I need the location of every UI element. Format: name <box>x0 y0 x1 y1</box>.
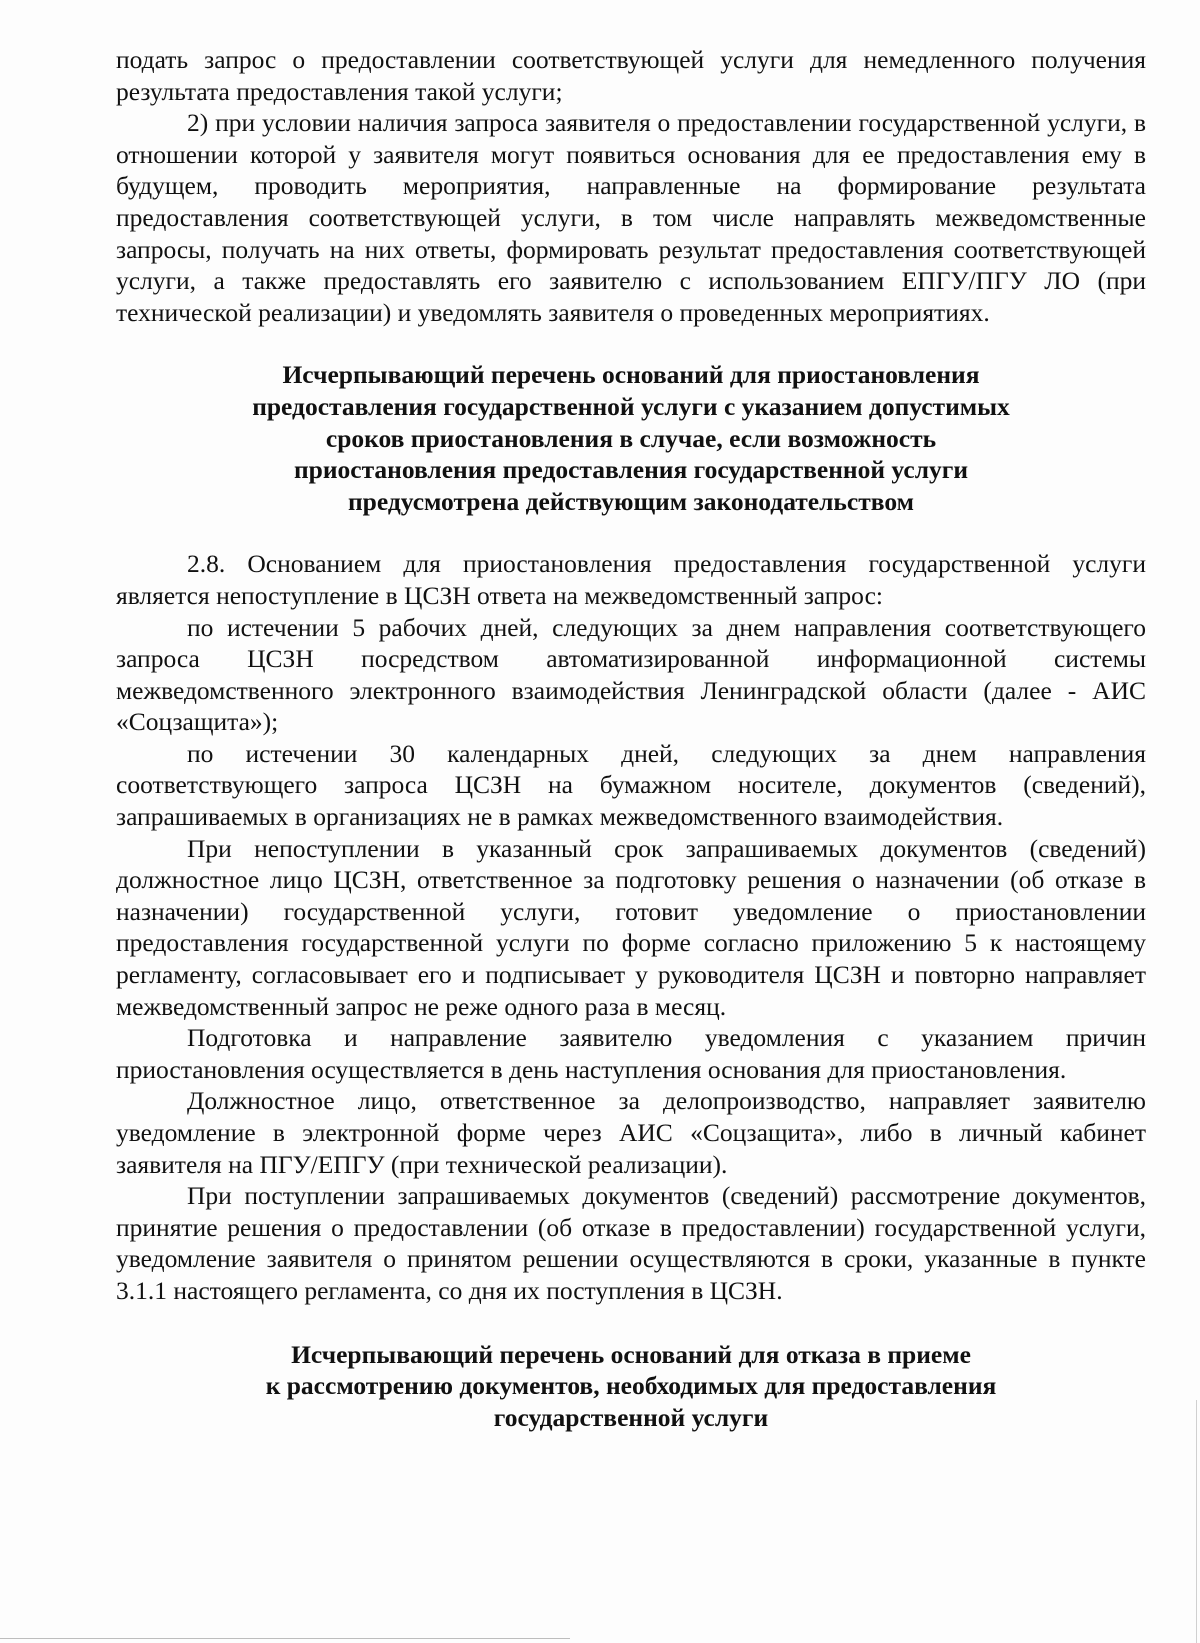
heading-line: предусмотрена действующим законодательством <box>347 486 914 516</box>
paragraph-non-receipt: При непоступлении в указанный срок запрашиваемых документов (сведений) должностное лицо ЦСЗН, ответственное за подготовку решения о назначении (об отказе в назначении) государственной услуги, готовит уведомление о приостановлении предоставления государственной услуги по форме согласно приложению 5 к настоящему регламенту, согласовывает его и подписывает у руководителя ЦСЗН и повторно направляет межведомственный запрос не реже одного раза в месяц. <box>116 833 1146 1021</box>
heading-line: приостановления предоставления государственной услуги <box>293 455 969 485</box>
paragraph-2-8: 2.8. Основанием для приостановления предоставления государственной услуги является непоступление в ЦСЗН ответа на межведомственный запрос: <box>116 549 1146 610</box>
section-heading-refusal <box>116 1339 1146 1434</box>
paragraph-receipt-of-documents: При поступлении запрашиваемых документов (сведений) рассмотрение документов, принятие решения о предоставлении (об отказе в предоставлении) государственной услуги, уведомление заявителя о принятом решении осуществляются в сроки, указанные в пункте 3.1.1 настоящего регламента, со дня их поступления в ЦСЗН. <box>116 1181 1146 1305</box>
heading-line: Исчерпывающий перечень оснований для отказа в приеме <box>291 1339 971 1369</box>
paragraph-30-calendar-days: по истечении 30 календарных дней, следующих за днем направления соответствующего запроса ЦСЗН на бумажном носителе, документов (сведений), запрашиваемых в организациях не в рамках межведомственного взаимодействия. <box>116 738 1146 832</box>
document-body <box>116 44 1146 1433</box>
heading-line: сроков приостановления в случае, если возможность <box>325 423 937 453</box>
heading-line: к рассмотрению документов, необходимых для предоставления <box>265 1371 997 1401</box>
paragraph-item-2: 2) при условии наличия запроса заявителя о предоставлении государственной услуги, в отношении которой у заявителя могут появиться основания для ее предоставления ему в будущем, проводить мероприятия, направленные на формирование результата предоставления соответствующей услуги, в том числе направлять межведомственные запросы, получать на них ответы, формировать результат предоставления соответствующей услуги, а также предоставлять его заявителю с использованием ЕПГУ/ПГУ ЛО (при технической реализации) и уведомлять заявителя о проведенных мероприятиях. <box>116 108 1146 327</box>
section-heading-suspension <box>116 359 1146 517</box>
heading-line: предоставления государственной услуги с указанием допустимых <box>252 391 1010 421</box>
paragraph-continuation: подать запрос о предоставлении соответствующей услуги для немедленного получения результата предоставления такой услуги; <box>116 45 1146 106</box>
paragraph-electronic-notification: Должностное лицо, ответственное за делопроизводство, направляет заявителю уведомление в электронной форме через АИС «Соцзащита», либо в личный кабинет заявителя на ПГУ/ЕПГУ (при технической реализации). <box>116 1086 1146 1179</box>
scan-edge-line <box>1196 1400 1197 1643</box>
scan-edge-line <box>0 1638 570 1639</box>
paragraph-5-working-days: по истечении 5 рабочих дней, следующих за днем направления соответствующего запроса ЦСЗН посредством автоматизированной информационной системы межведомственного электронного взаимодействия Ленинградской области (далее - АИС «Соцзащита»); <box>116 612 1146 737</box>
heading-line: Исчерпывающий перечень оснований для приостановления <box>282 360 980 390</box>
heading-line: государственной услуги <box>493 1402 769 1432</box>
paragraph-notification-preparation: Подготовка и направление заявителю уведомления с указанием причин приостановления осуществляется в день наступления основания для приостановления. <box>116 1023 1146 1084</box>
